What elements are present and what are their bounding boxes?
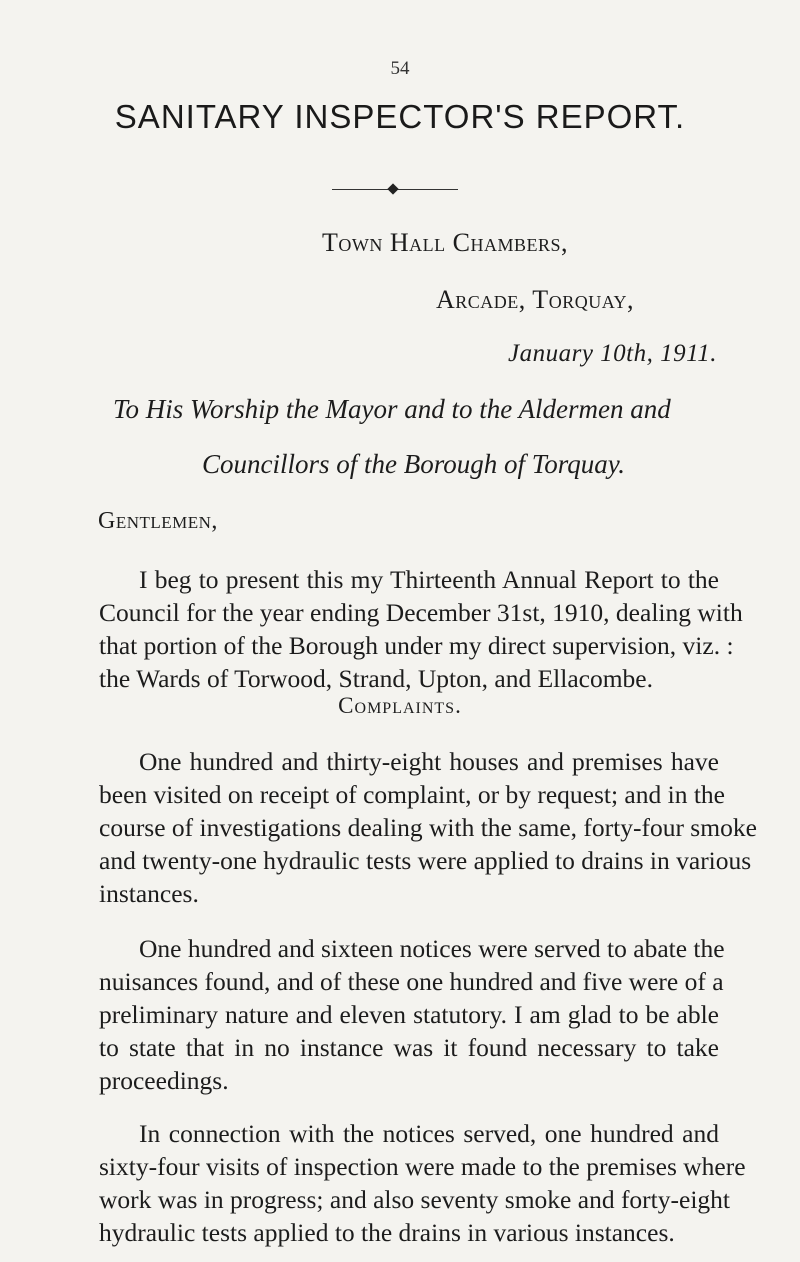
letter-date: January 10th, 1911. (508, 340, 718, 367)
address-line-2: Arcade, Torquay, (436, 285, 635, 314)
paragraph-line: been visited on receipt of complaint, or by request; and in the (99, 780, 725, 809)
intro-paragraph (99, 563, 743, 695)
paragraph-line: One hundred and thirty-eight houses and premises have (139, 747, 719, 776)
paragraph-line: to state that in no instance was it found necessary to take (99, 1033, 719, 1062)
paragraph-line: and twenty-one hydraulic tests were applied to drains in various (99, 846, 752, 875)
complaints-paragraph-3 (99, 1117, 746, 1249)
paragraph-line: proceedings. (99, 1066, 229, 1095)
paragraph-line: sixty-four visits of inspection were made to the premises where (99, 1152, 746, 1181)
section-heading: Complaints. (338, 693, 462, 718)
paragraph-line: work was in progress; and also seventy smoke and forty-eight (99, 1185, 730, 1214)
complaints-paragraph-1 (99, 745, 757, 910)
greeting: Gentlemen, (98, 508, 218, 534)
complaints-paragraph-2 (99, 932, 725, 1097)
paragraph-line: the Wards of Torwood, Strand, Upton, and Ellacombe. (99, 664, 653, 693)
address-line-1: Town Hall Chambers, (322, 228, 568, 257)
paragraph-line: Council for the year ending December 31st, 1910, dealing with (99, 598, 743, 627)
paragraph-line: nuisances found, and of these one hundred and five were of a (99, 967, 724, 996)
divider-diamond-icon (387, 183, 398, 194)
paragraph-line: preliminary nature and eleven statutory. I am glad to be able (99, 1000, 719, 1029)
paragraph-line: that portion of the Borough under my direct supervision, viz. : (99, 631, 734, 660)
paragraph-line: hydraulic tests applied to the drains in various instances. (99, 1218, 675, 1247)
salutation-line-2: Councillors of the Borough of Torquay. (202, 449, 626, 479)
page-number: 54 (390, 58, 410, 79)
paragraph-line: I beg to present this my Thirteenth Annual Report to the (139, 565, 719, 594)
paragraph-line: course of investigations dealing with the same, forty-four smoke (99, 813, 757, 842)
paragraph-line: instances. (99, 879, 199, 908)
paragraph-line: One hundred and sixteen notices were served to abate the (139, 934, 725, 963)
paragraph-line: In connection with the notices served, one hundred and (139, 1119, 719, 1148)
report-title: SANITARY INSPECTOR'S REPORT. (114, 98, 686, 135)
salutation-line-1: To His Worship the Mayor and to the Aldermen and (113, 394, 671, 424)
